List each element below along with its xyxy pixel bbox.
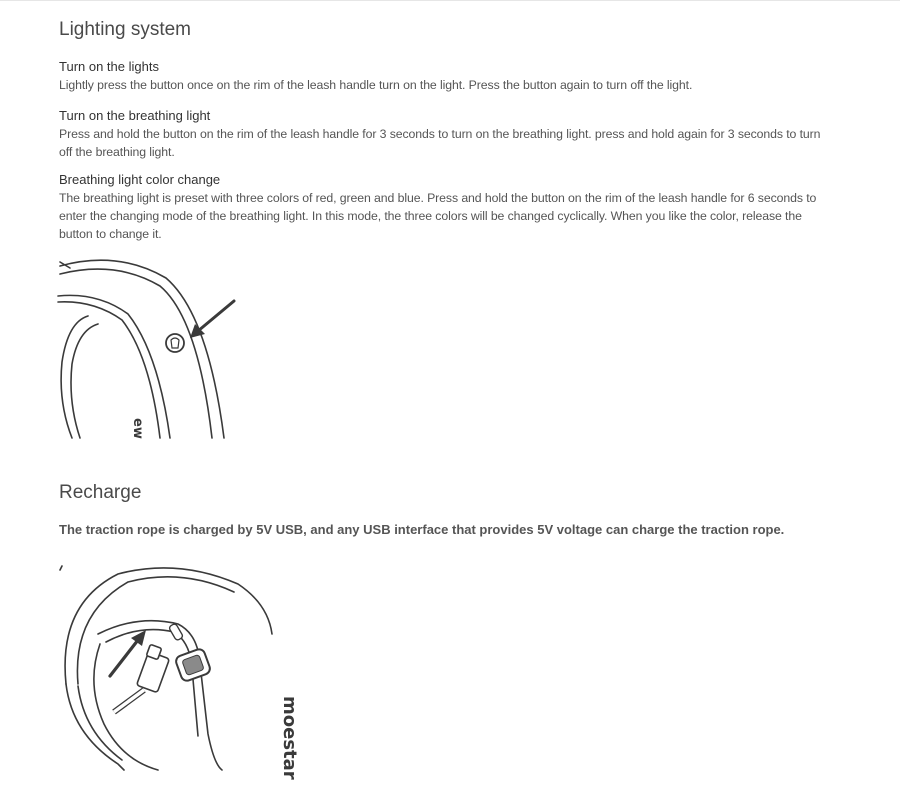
svg-text:ew: ew — [130, 418, 145, 439]
recharge-text: The traction rope is charged by 5V USB, and any USB interface that provides 5V voltage can charge the traction rope. — [59, 522, 785, 537]
usb-charging-illustration — [58, 564, 300, 780]
color-change-heading: Breathing light color change — [59, 172, 221, 187]
top-divider — [0, 0, 900, 1]
rim-button-icon — [166, 334, 184, 352]
turn-on-lights-heading: Turn on the lights — [59, 59, 159, 74]
recharge-section-title: Recharge — [59, 482, 142, 503]
lighting-section-title: Lighting system — [59, 19, 192, 40]
breathing-light-text: Press and hold the button on the rim of the leash handle for 3 seconds to turn on the breathing light. press and hold again for 3 seconds to turn off the breathing light. — [59, 127, 821, 159]
breathing-light-heading: Turn on the breathing light — [59, 108, 211, 123]
pointer-arrow-icon — [190, 301, 234, 338]
svg-text:moestar: moestar — [279, 696, 300, 780]
charging-connector-icon — [174, 648, 211, 683]
color-change-text: The breathing light is preset with three colors of red, green and blue. Press and hold the button on the rim of the leash handle for 6 seconds to enter the changing mode of the breathing light. In this mode, the three colors will be changed cyclically. When you like the color, release the button to change it. — [59, 191, 817, 241]
leash-button-illustration — [58, 252, 258, 442]
turn-on-lights-text: Lightly press the button once on the rim of the leash handle turn on the light. Press the button again to turn off the light. — [59, 78, 693, 92]
moestar-logo — [279, 696, 300, 780]
usb-cable-icon — [114, 644, 169, 712]
